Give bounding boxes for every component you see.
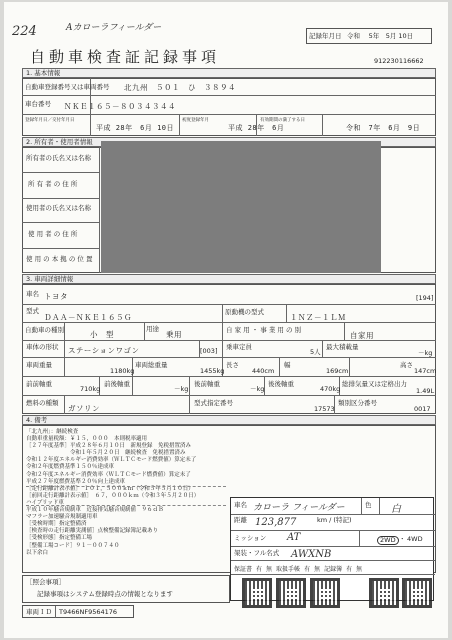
length-label: 長さ [226, 361, 239, 369]
user-address-label: 使 用 者 の 住 所 [28, 230, 78, 238]
engine-label: 原動機の型式 [225, 308, 264, 316]
inquiry-box [22, 575, 230, 603]
vin-label: 車台番号 [25, 100, 51, 108]
sticker-footer [234, 564, 434, 573]
sticker-color-label: 色 [365, 501, 372, 509]
note-line: 「北九州」：継続検査 [26, 429, 79, 435]
sticker-color-value: 白 [391, 504, 401, 515]
capacity-label: 乗車定員 [226, 343, 252, 351]
weight-value: 1180kg [110, 367, 135, 375]
rear-axle-label: 後後軸重 [268, 380, 294, 388]
shape-label: 車体の形状 [26, 343, 59, 351]
base-location-label: 使 用 の 本 拠 の 位 置 [26, 255, 93, 263]
section-2-heading: 2. 所有者・使用者情報 [22, 137, 436, 147]
sticker-footer-item: 有 [304, 566, 311, 573]
document-number: 912230116662 [374, 57, 424, 65]
car-id-box [22, 605, 134, 618]
note-line: ［受検時期］指定整備済 [26, 521, 87, 528]
sticker-footer-item: 無 [266, 566, 273, 573]
note-line: 令和１年５月２０日 継続検査 免税措置済み [26, 450, 186, 457]
rear-front-axle-label: 後前軸重 [194, 380, 220, 388]
note-line: ［走行距離計表示値］ １０１，５００ｋｍ（令和５年５月１０日） [26, 485, 194, 492]
front-axle-label: 前前軸重 [26, 380, 52, 388]
inspection-certificate [4, 2, 448, 638]
sticker-footer-item: 無 [314, 566, 321, 573]
sticker-mileage-label: 距離 [234, 516, 247, 524]
maker-label: 車名 [26, 290, 39, 298]
gross-weight-label: 車両総重量 [135, 361, 168, 369]
note-line: ［検査時の走行距離実測値］点検整備記録簿記載あり [26, 528, 159, 535]
type-value: ＤＡＡ－ＮＫＥ１６５Ｇ [44, 313, 132, 322]
displacement-value: 1.49L [416, 387, 435, 395]
sticker-mileage-unit: km / (特記) [317, 516, 352, 524]
weight-label: 車両重量 [26, 361, 52, 369]
kind-value: 小 型 [90, 330, 114, 339]
record-date-label: 記録年月日 [309, 32, 342, 40]
first-reg-value: 平成 28年 6月 [228, 124, 285, 132]
sticker-footer-item: 有 [346, 566, 353, 573]
redacted-owner-info [101, 141, 381, 273]
sticker-name-value: カローラ フィールダー [253, 503, 345, 513]
qr-code-2 [276, 578, 306, 608]
car-id-label: 車両ＩＤ [26, 608, 52, 616]
reg-date-label: 登録年月日／交付年月日 [25, 118, 75, 123]
page-title: 自動車検査証記録事項 [30, 48, 221, 66]
type-label: 型式 [26, 307, 39, 315]
sticker-footer-item: 有 [256, 566, 263, 573]
note-line: 平成２７年度燃費基準２０％向上達成車 [26, 478, 126, 485]
sticker-footer-item: 記録簿 [324, 566, 343, 573]
use-value: 乗用 [166, 330, 182, 339]
sticker-drive-4wd: 4WD [407, 535, 423, 543]
record-date-value: 令和 5年 5月 10日 [347, 32, 414, 40]
capacity-value: 5人 [310, 348, 321, 356]
maker-value: トヨタ [44, 292, 68, 301]
category-label: 類別区分番号 [338, 399, 377, 407]
front-rear-axle-label: 前後軸重 [104, 380, 130, 388]
sticker-drive-sep: ・ [399, 535, 406, 543]
section-1-heading: 1. 基本情報 [22, 68, 436, 78]
qr-code-1 [242, 578, 272, 608]
type-designation-value: 17573 [314, 405, 335, 413]
sticker-footer-item: 保証書 [234, 566, 253, 573]
rear-axle-value: 470kg [320, 385, 341, 393]
width-value: 169cm [326, 367, 349, 375]
type-designation-label: 型式指定番号 [194, 399, 233, 407]
kind-label: 自動車の種別 [25, 326, 64, 334]
front-axle-value: 710kg [80, 385, 101, 393]
sticker-footer-item: 無 [356, 566, 363, 573]
sticker-footer-item: 取扱手帳 [276, 566, 301, 573]
height-label: 高さ [400, 361, 413, 369]
reg-date-value: 平成 28年 6月 10日 [96, 124, 175, 132]
note-line: 以下余白 [26, 549, 49, 556]
use-label: 用途 [146, 325, 159, 333]
sticker-grade-value: AWXNB [291, 549, 332, 560]
expiry-label: 有効期間の満了する日 [260, 118, 305, 123]
rear-front-axle-value: －kg [250, 385, 265, 393]
sticker-mission-label: ミッション [234, 534, 267, 542]
owner-address-label: 所 有 者 の 住 所 [28, 180, 78, 188]
note-line: 令和２年度エネルギー消費効率（ＷＬＴＣモード燃費値）算定未了 [26, 471, 191, 478]
section-3-heading: 3. 車両詳細情報 [22, 274, 436, 284]
vin-value: ＮＫＥ１６５－８０３４３４４ [64, 102, 176, 111]
front-rear-axle-value: －kg [174, 385, 189, 393]
height-value: 147cm [414, 367, 437, 375]
width-label: 幅 [284, 361, 291, 369]
reg-number-label: 自動車登録番号又は車両番号 [25, 83, 110, 91]
maker-code: [194] [416, 294, 434, 302]
handwritten-number: 224 [12, 24, 37, 39]
note-line: 平成１０年騒音規制車 近接排気騒音規制値 ９６ｄＢ [26, 507, 164, 514]
note-line: ［２７年度基準］平成２８年６月１０日 新規登録 免税措置済み [26, 443, 192, 450]
note-line: 自動車重量税額：￥１５，０００ 本則税率適用 [26, 436, 148, 443]
expiry-value: 令和 7年 6月 9日 [346, 124, 421, 132]
section-4-heading: 4. 備考 [22, 415, 436, 425]
sticker-mission-value: AT [287, 532, 301, 543]
user-name-label: 使用者の氏名又は名称 [26, 204, 91, 212]
engine-value: １ＮＺ－１ＬＭ [290, 313, 346, 322]
shape-value: ステーションワゴン [68, 346, 140, 355]
qr-code-5 [402, 578, 432, 608]
inquiry-text: 記録事項はシステム登録時点の情報となります [37, 590, 173, 598]
fuel-label: 燃料の種類 [26, 399, 59, 407]
business-value: 自家用 [350, 331, 374, 340]
note-line: 令和２年度燃費基準１５０％達成車 [26, 464, 115, 471]
car-id-value: T9466NF9564176 [59, 608, 118, 616]
note-line: ［前回走行距離計表示値］ ６７，０００ｋｍ（令和３年５月２０日） [26, 492, 200, 499]
displacement-label: 総排気量又は定格出力 [342, 380, 407, 388]
sticker-name-label: 車名 [234, 501, 247, 509]
gross-weight-value: 1455kg [200, 367, 225, 375]
qr-code-3 [310, 578, 340, 608]
note-line: 令和１２年度エネルギー消費効率（ＷＬＴＣモード燃費値）算定未了 [26, 457, 197, 464]
inquiry-label: ［照会事項］ [26, 578, 65, 586]
sticker-mileage-value: 123,877 [255, 517, 297, 528]
note-line: ハイブリッド車 [26, 499, 64, 506]
shape-code: [003] [200, 347, 218, 355]
owner-name-label: 所有者の氏名又は名称 [26, 154, 91, 162]
qr-code-4 [369, 578, 399, 608]
business-label: 自 家 用 ・ 事 業 用 の 別 [226, 326, 302, 334]
max-load-value: －kg [418, 349, 433, 357]
category-value: 0017 [414, 405, 431, 413]
handwritten-model: Aカローラフィールダー [66, 23, 162, 33]
note-line: ［受検形態］指定整備工場 [26, 535, 93, 542]
fuel-value: ガソリン [68, 404, 100, 413]
record-date-box [306, 28, 432, 44]
length-value: 440cm [252, 367, 275, 375]
note-line: ［整備工場コード］９１－００７４０ [26, 542, 120, 549]
note-line: マフラー加速騒音規制適用車 [26, 514, 98, 521]
sticker-grade-label: 架装・フル名式 [234, 549, 280, 557]
first-reg-label: 初度登録年月 [182, 118, 209, 123]
reg-number-value: 北九州 ５０１ ひ ３８９４ [124, 83, 236, 92]
max-load-label: 最大積載量 [326, 343, 359, 351]
sticker-drive-2wd: 2WD [377, 536, 399, 545]
